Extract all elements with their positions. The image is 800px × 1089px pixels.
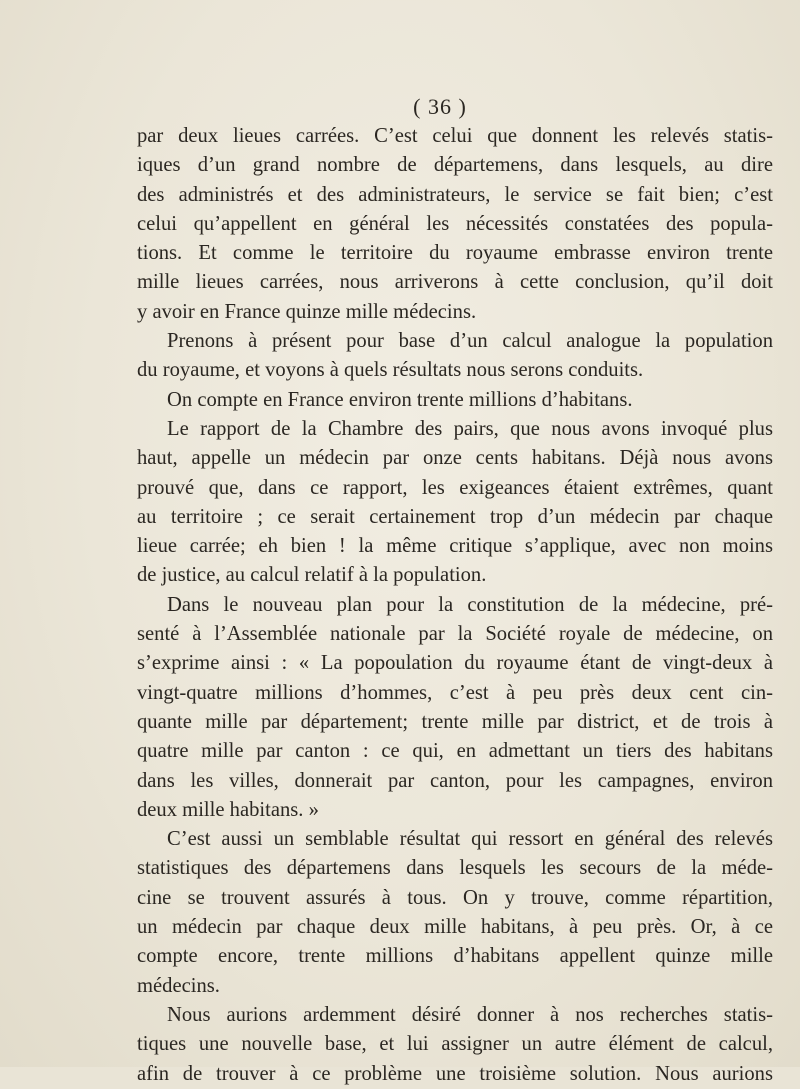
text-line: cine se trouvent assurés à tous. On y trouve, comme répartition, <box>137 886 773 909</box>
text-line: statistiques des départemens dans lesquels les secours de la méde- <box>137 857 773 880</box>
text-line: Nous aurions ardemment désiré donner à nos recherches statis- <box>167 1003 773 1026</box>
text-line: celui qu’appellent en général les nécessités constatées des popula- <box>137 212 773 235</box>
text-line: compte encore, trente millions d’habitans appellent quinze mille <box>137 945 773 968</box>
text-line: afin de trouver à ce problème une troisième solution. Nous aurions <box>137 1062 773 1085</box>
text-line: au territoire ; ce serait certainement trop d’un médecin par chaque <box>137 505 773 528</box>
text-line: par deux lieues carrées. C’est celui que donnent les relevés statis- <box>137 125 773 147</box>
text-line: deux mille habitans. » <box>137 798 319 821</box>
text-line: haut, appelle un médecin par onze cents habitans. Déjà nous avons <box>137 447 773 470</box>
text-line: médecins. <box>137 974 220 997</box>
text-line: mille lieues carrées, nous arriverons à cette conclusion, qu’il doit <box>137 271 773 294</box>
text-line: C’est aussi un semblable résultat qui ressort en général des relevés <box>167 828 773 851</box>
text-line: dans les villes, donnerait par canton, pour les campagnes, environ <box>137 769 773 792</box>
text-line: s’exprime ainsi : « La popoulation du royaume étant de vingt-deux à <box>137 652 773 675</box>
text-line: vingt-quatre millions d’hommes, c’est à peu près deux cent cin- <box>137 681 773 704</box>
text-line: tiques une nouvelle base, et lui assigner un autre élément de calcul, <box>137 1033 773 1056</box>
text-line: Le rapport de la Chambre des pairs, que nous avons invoqué plus <box>167 417 773 440</box>
body-text <box>137 122 773 1089</box>
text-line: On compte en France environ trente millions d’habitans. <box>167 388 633 411</box>
text-line: Prenons à présent pour base d’un calcul analogue la population <box>167 330 773 353</box>
text-line: quatre mille par canton : ce qui, en admettant un tiers des habitans <box>137 740 773 763</box>
text-line: iques d’un grand nombre de départemens, dans lesquels, au dire <box>137 154 773 177</box>
text-line: des administrés et des administrateurs, le service se fait bien; c’est <box>137 183 773 206</box>
text-line: senté à l’Assemblée nationale par la Société royale de médecine, on <box>137 623 773 646</box>
text-line: un médecin par chaque deux mille habitans, à peu près. Or, à ce <box>137 916 773 939</box>
text-line: prouvé que, dans ce rapport, les exigeances étaient extrêmes, quant <box>137 476 773 499</box>
text-line: y avoir en France quinze mille médecins. <box>137 300 477 323</box>
text-line: du royaume, et voyons à quels résultats nous serons conduits. <box>137 359 644 382</box>
page-number: ( 36 ) <box>413 94 467 119</box>
text-line: Dans le nouveau plan pour la constitution de la médecine, pré- <box>167 593 773 616</box>
text-line: de justice, au calcul relatif à la population. <box>137 564 487 587</box>
text-line: lieue carrée; eh bien ! la même critique s’applique, avec non moins <box>137 535 773 558</box>
text-line: quante mille par département; trente mille par district, et de trois à <box>137 710 773 733</box>
text-line: tions. Et comme le territoire du royaume embrasse environ trente <box>137 242 773 265</box>
